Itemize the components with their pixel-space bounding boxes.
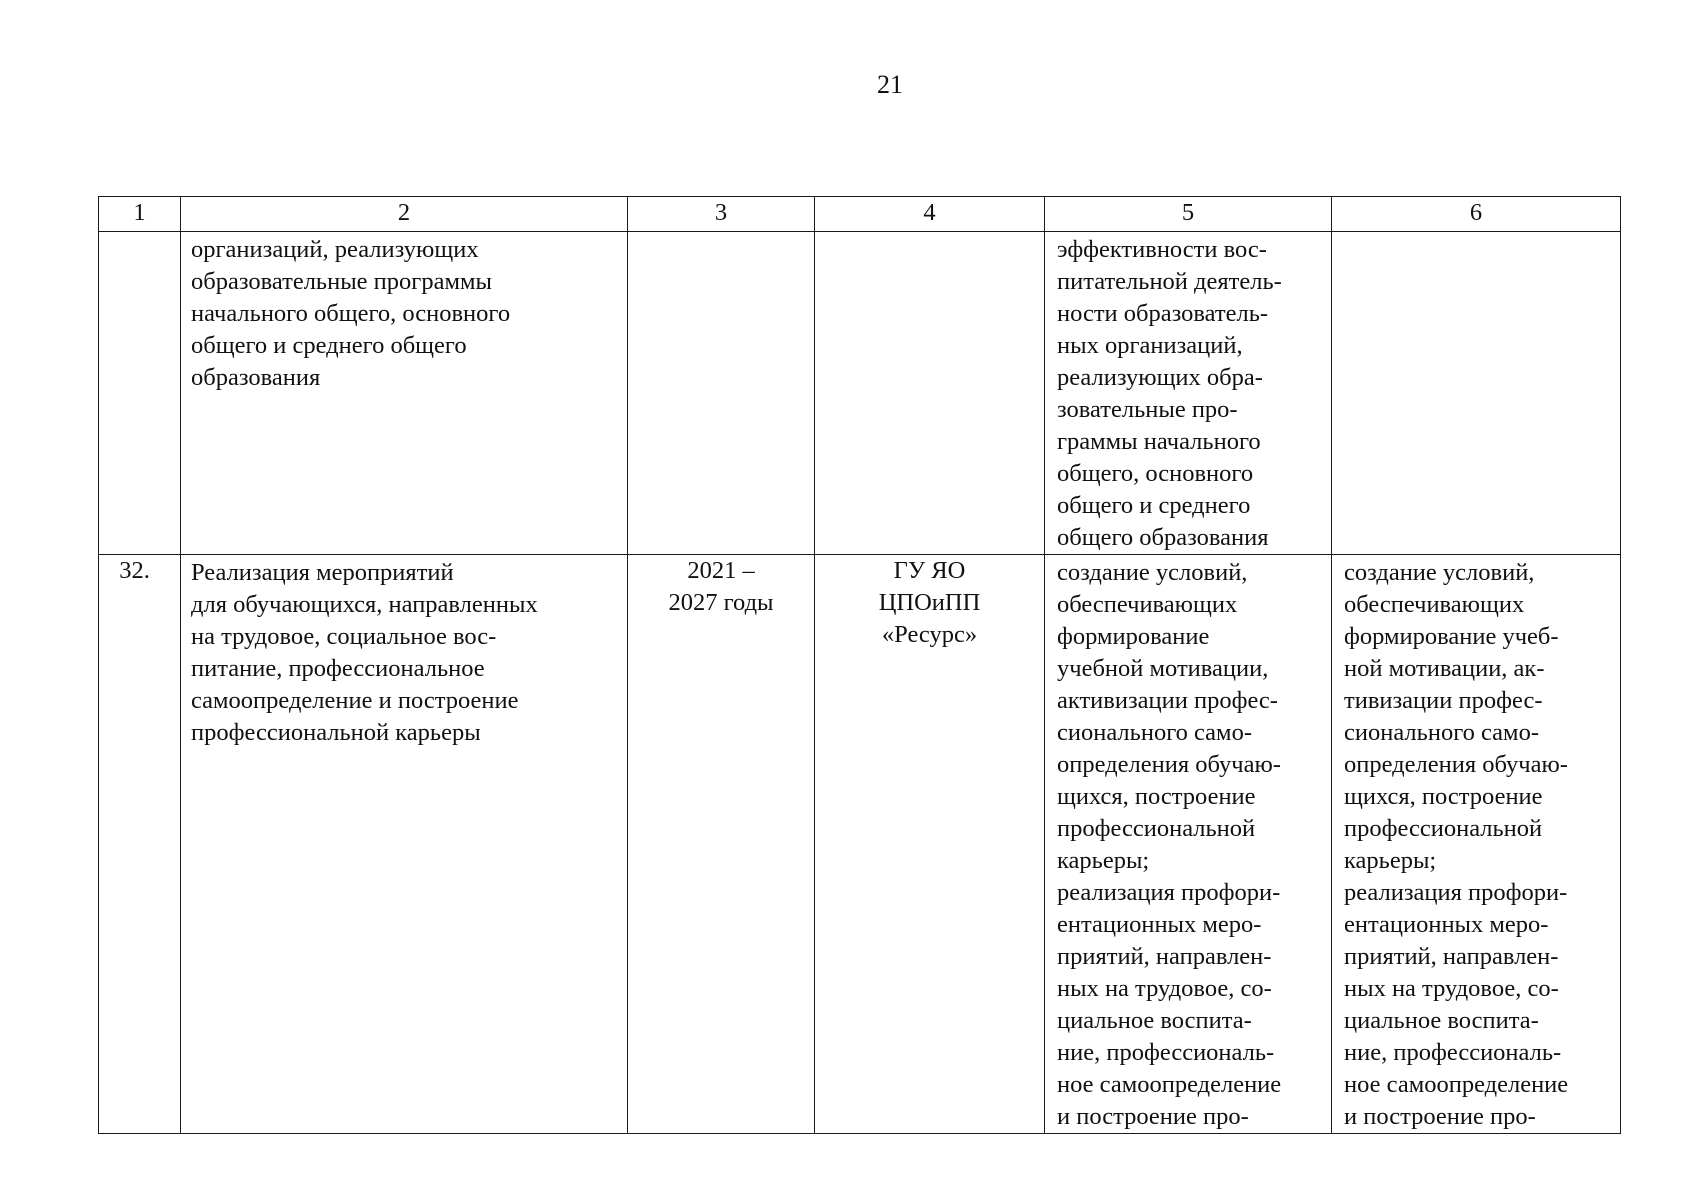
executor-cell: ГУ ЯО ЦПОиПП «Ресурс» (815, 555, 1045, 1134)
result-col5-cell: создание условий, обеспечивающих формирование учебной мотивации, активизации профес- сионального само- определения обучаю- щихся, построение профессиональной карьеры; реализация профори- ентационных меро- приятий, направлен- ных на трудовое, со- циальное воспита- ние, профессиональ- ное самоопределение и построение про- (1045, 555, 1332, 1134)
result-col5-cell: эффективности вос- питательной деятель- ности образователь- ных организаций, реализующих обра- зовательные про- граммы начального общего, основного общего и среднего общего образования (1045, 232, 1332, 555)
header-cell-1: 1 (99, 197, 181, 232)
header-cell-3: 3 (628, 197, 815, 232)
document-table (98, 196, 1621, 1134)
row-number-cell (99, 232, 181, 555)
header-cell-4: 4 (815, 197, 1045, 232)
result-col6-cell (1332, 232, 1621, 555)
activity-name-cell: Реализация мероприятий для обучающихся, направленных на трудовое, социальное вос- питание, профессиональное самоопределение и построение профессиональной карьеры (181, 555, 628, 1134)
table-header-row (99, 197, 1621, 232)
table-row (99, 232, 1621, 555)
header-cell-6: 6 (1332, 197, 1621, 232)
header-cell-2: 2 (181, 197, 628, 232)
table-row (99, 555, 1621, 1134)
period-cell: 2021 – 2027 годы (628, 555, 815, 1134)
header-cell-5: 5 (1045, 197, 1332, 232)
executor-cell (815, 232, 1045, 555)
row-number-cell: 32. (99, 555, 181, 1134)
activity-name-cell: организаций, реализующих образовательные программы начального общего, основного общего и среднего общего образования (181, 232, 628, 555)
result-col6-cell: создание условий, обеспечивающих формирование учеб- ной мотивации, ак- тивизации профес- сионального само- определения обучаю- щихся, построение профессиональной карьеры; реализация профори- ентационных меро- приятий, направлен- ных на трудовое, со- циальное воспита- ние, профессиональ- ное самоопределение и построение про- (1332, 555, 1621, 1134)
page-number: 21 (877, 70, 903, 99)
period-cell (628, 232, 815, 555)
